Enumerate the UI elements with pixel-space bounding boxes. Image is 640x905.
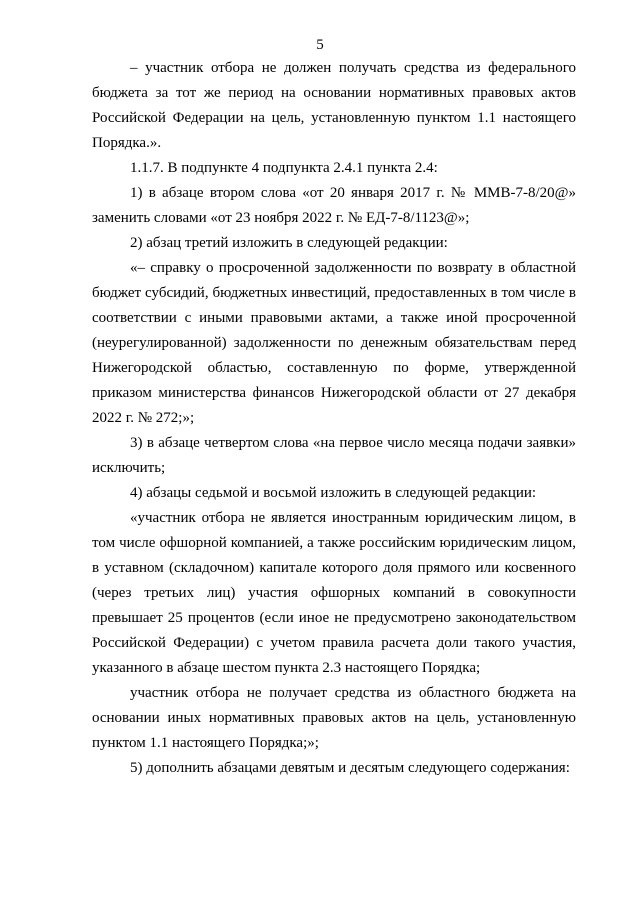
paragraph-item-5: 5) дополнить абзацами девятым и десятым следующего содержания:	[130, 760, 570, 776]
page-number: 5	[316, 37, 324, 53]
paragraph-regional-budget-condition: участник отбора не получает средства из областного бюджета на основании иных нормативных правовых актов на цель, установленную пунктом 1.1 настоящего Порядка;»;	[92, 685, 576, 751]
paragraph-federal-budget-condition: – участник отбора не должен получать средства из федерального бюджета за тот же период на основании нормативных правовых актов Российской Федерации на цель, установленную пунктом 1.1 настоящего Порядка.».	[92, 60, 576, 151]
paragraph-item-4: 4) абзацы седьмой и восьмой изложить в следующей редакции:	[130, 485, 537, 501]
paragraph-item-1: 1) в абзаце втором слова «от 20 января 2017 г. № ММВ-7-8/20@» заменить словами «от 23 ноября 2022 г. № ЕД-7-8/1123@»;	[92, 185, 576, 226]
paragraph-1-1-7: 1.1.7. В подпункте 4 подпункта 2.4.1 пункта 2.4:	[130, 160, 438, 176]
paragraph-item-2: 2) абзац третий изложить в следующей редакции:	[130, 235, 448, 251]
paragraph-offshore-condition: «участник отбора не является иностранным юридическим лицом, в том числе офшорной компанией, а также российским юридическим лицом, в уставном (складочном) капитале которого доля прямого или косвенного (через третьих лиц) участия офшорных компаний в совокупности превышает 25 процентов (если иное не предусмотрено законодательством Российской Федерации) с учетом правила расчета доли такого участия, указанного в абзаце шестом пункта 2.3 настоящего Порядка;	[92, 510, 576, 676]
paragraph-debt-certificate: «– справку о просроченной задолженности по возврату в областной бюджет субсидий, бюджетных инвестиций, предоставленных в том числе в соответствии с иными правовыми актами, а также иной просроченной (неурегулированной) задолженности по денежным обязательствам перед Нижегородской областью, составленную по форме, утвержденной приказом министерства финансов Нижегородской области от 27 декабря 2022 г. № 272;»;	[92, 260, 576, 426]
paragraph-item-3: 3) в абзаце четвертом слова «на первое число месяца подачи заявки» исключить;	[92, 435, 576, 476]
document-body	[92, 56, 576, 781]
